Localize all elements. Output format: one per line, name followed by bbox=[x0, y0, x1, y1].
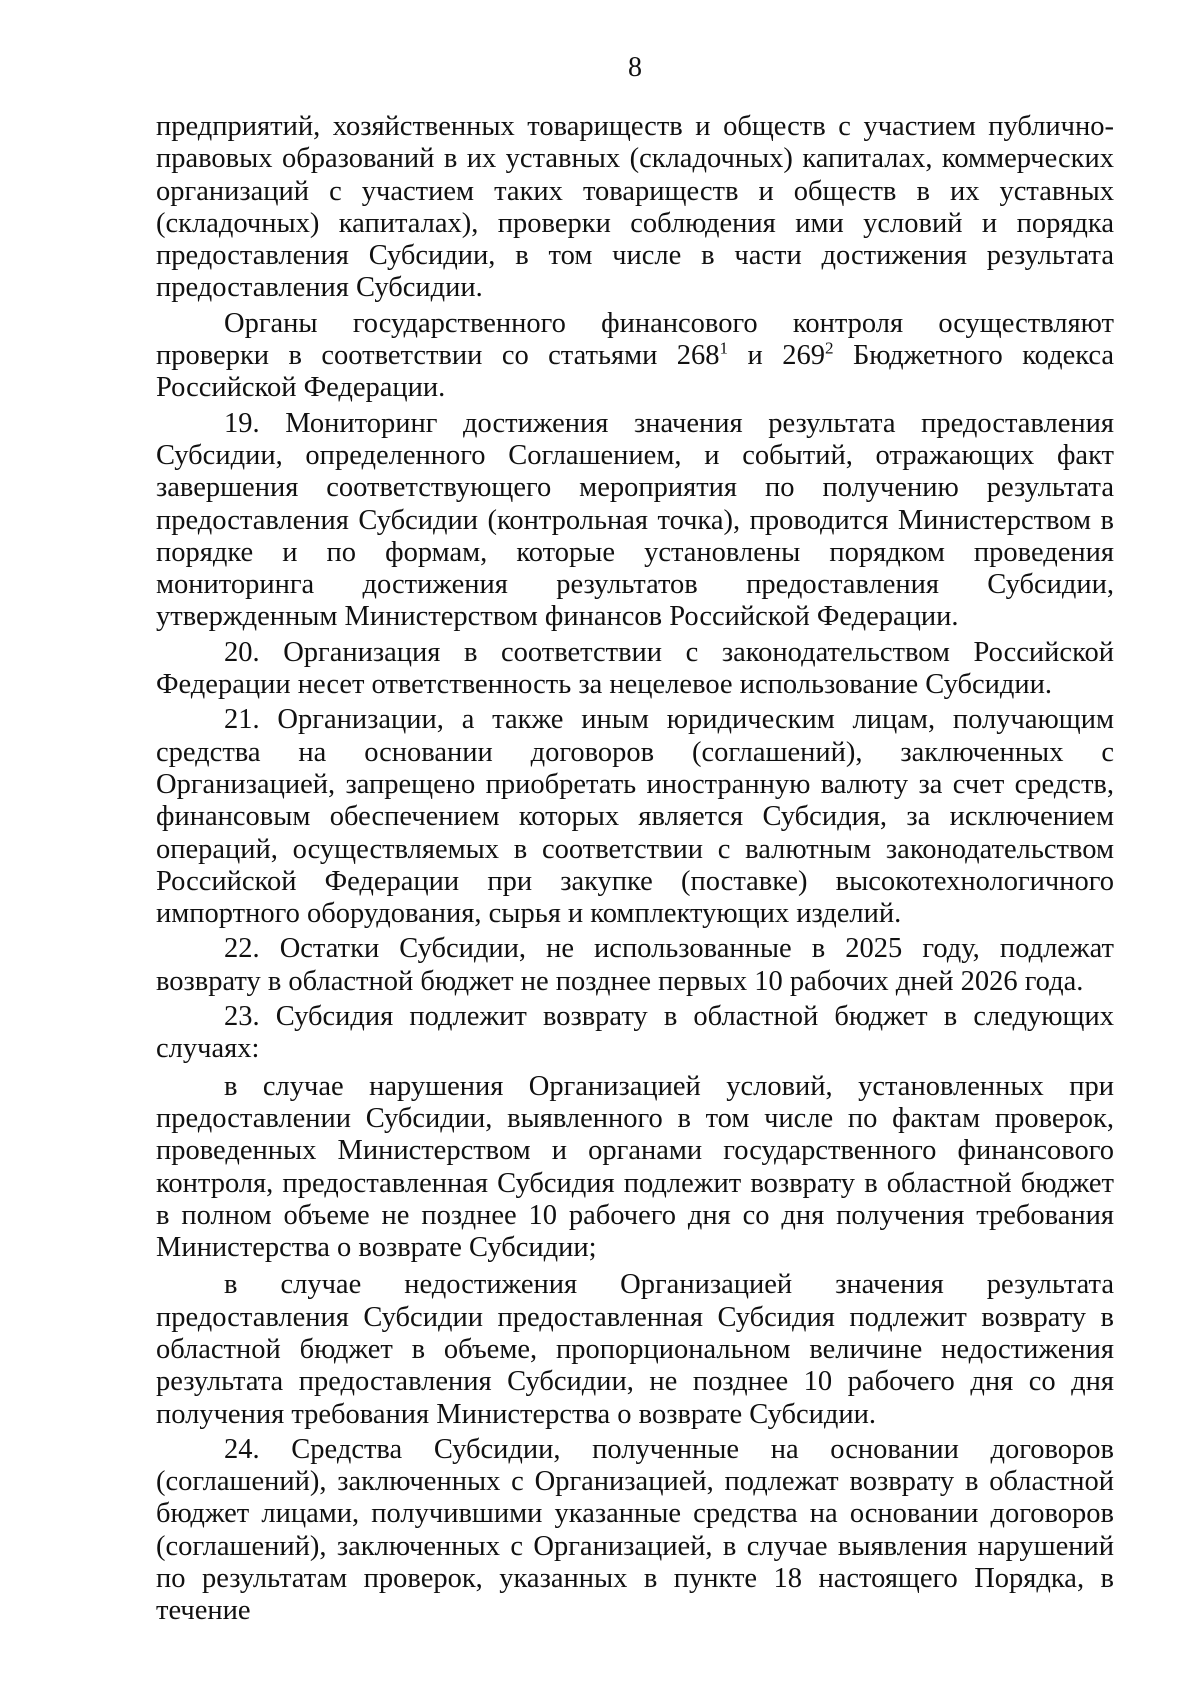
paragraph-23: 23. Субсидия подлежит возврату в областной бюджет в следующих случаях: bbox=[156, 1001, 1114, 1065]
paragraph-22: 22. Остатки Субсидии, не использованные в 2025 году, подлежат возврату в областной бюджет не позднее первых 10 рабочих дней 2026 года. bbox=[156, 933, 1114, 997]
superscript-1: 1 bbox=[719, 338, 729, 358]
paragraph-text-after: Бюджетного кодекса Российской Федерации. bbox=[156, 340, 1114, 404]
paragraph-text-middle: и 269 bbox=[728, 340, 825, 372]
paragraph-24: 24. Средства Субсидии, полученные на основании договоров (соглашений), заключенных с Организацией, подлежат возврату в областной бюджет лицами, получившими указанные средства на основании договоров (соглашений), заключенных с Организацией, в случае выявления нарушений по результатам проверок, указанных в пункте 18 настоящего Порядка, в течение bbox=[156, 1433, 1114, 1627]
paragraph-control-bodies bbox=[156, 308, 1114, 405]
paragraph-continuation: предприятий, хозяйственных товариществ и обществ с участием публично-правовых образований в их уставных (складочных) капиталах, коммерческих организаций с участием таких товариществ и обществ в их уставных (складочных) капиталах), проверки соблюдения ими условий и порядка предоставления Субсидии, в том числе в части достижения результата предоставления Субсидии. bbox=[156, 111, 1114, 304]
paragraph-19: 19. Мониторинг достижения значения результата предоставления Субсидии, определенного Соглашением, и событий, отражающих факт завершения соответствующего мероприятия по получению результата предоставления Субсидии (контрольная точка), проводится Министерством в порядке и по формам, которые установлены порядком проведения мониторинга достижения результатов предоставления Субсидии, утвержденным Министерством финансов Российской Федерации. bbox=[156, 407, 1114, 633]
paragraph-20: 20. Организация в соответствии с законодательством Российской Федерации несет ответственность за нецелевое использование Субсидии. bbox=[156, 636, 1114, 701]
page-number: 8 bbox=[628, 52, 642, 83]
superscript-2: 2 bbox=[824, 338, 834, 358]
document-body bbox=[156, 111, 1114, 1628]
paragraph-23-case-nonachievement: в случае недостижения Организацией значения результата предоставления Субсидии предоставленная Субсидия подлежит возврату в областной бюджет в объеме, пропорциональном величине недостижения результата предоставления Субсидии, не позднее 10 рабочего дня со дня получения требования Министерства о возврате Субсидии. bbox=[156, 1269, 1114, 1430]
paragraph-21: 21. Организации, а также иным юридическим лицам, получающим средства на основании договоров (соглашений), заключенных с Организацией, запрещено приобретать иностранную валюту за счет средств, финансовым обеспечением которых является Субсидия, за исключением операций, осуществляемых в соответствии с валютным законодательством Российской Федерации при закупке (поставке) высокотехнологичного импортного оборудования, сырья и комплектующих изделий. bbox=[156, 704, 1114, 930]
paragraph-text-before: Органы государственного финансового контроля осуществляют проверки в соответствии со статьями 268 bbox=[156, 307, 1114, 372]
paragraph-23-case-violation: в случае нарушения Организацией условий, установленных при предоставлении Субсидии, выявленного в том числе по фактам проверок, проведенных Министерством и органами государственного финансового контроля, предоставленная Субсидия подлежит возврату в областной бюджет в полном объеме не позднее 10 рабочего дня со дня получения требования Министерства о возврате Субсидии; bbox=[156, 1070, 1114, 1264]
